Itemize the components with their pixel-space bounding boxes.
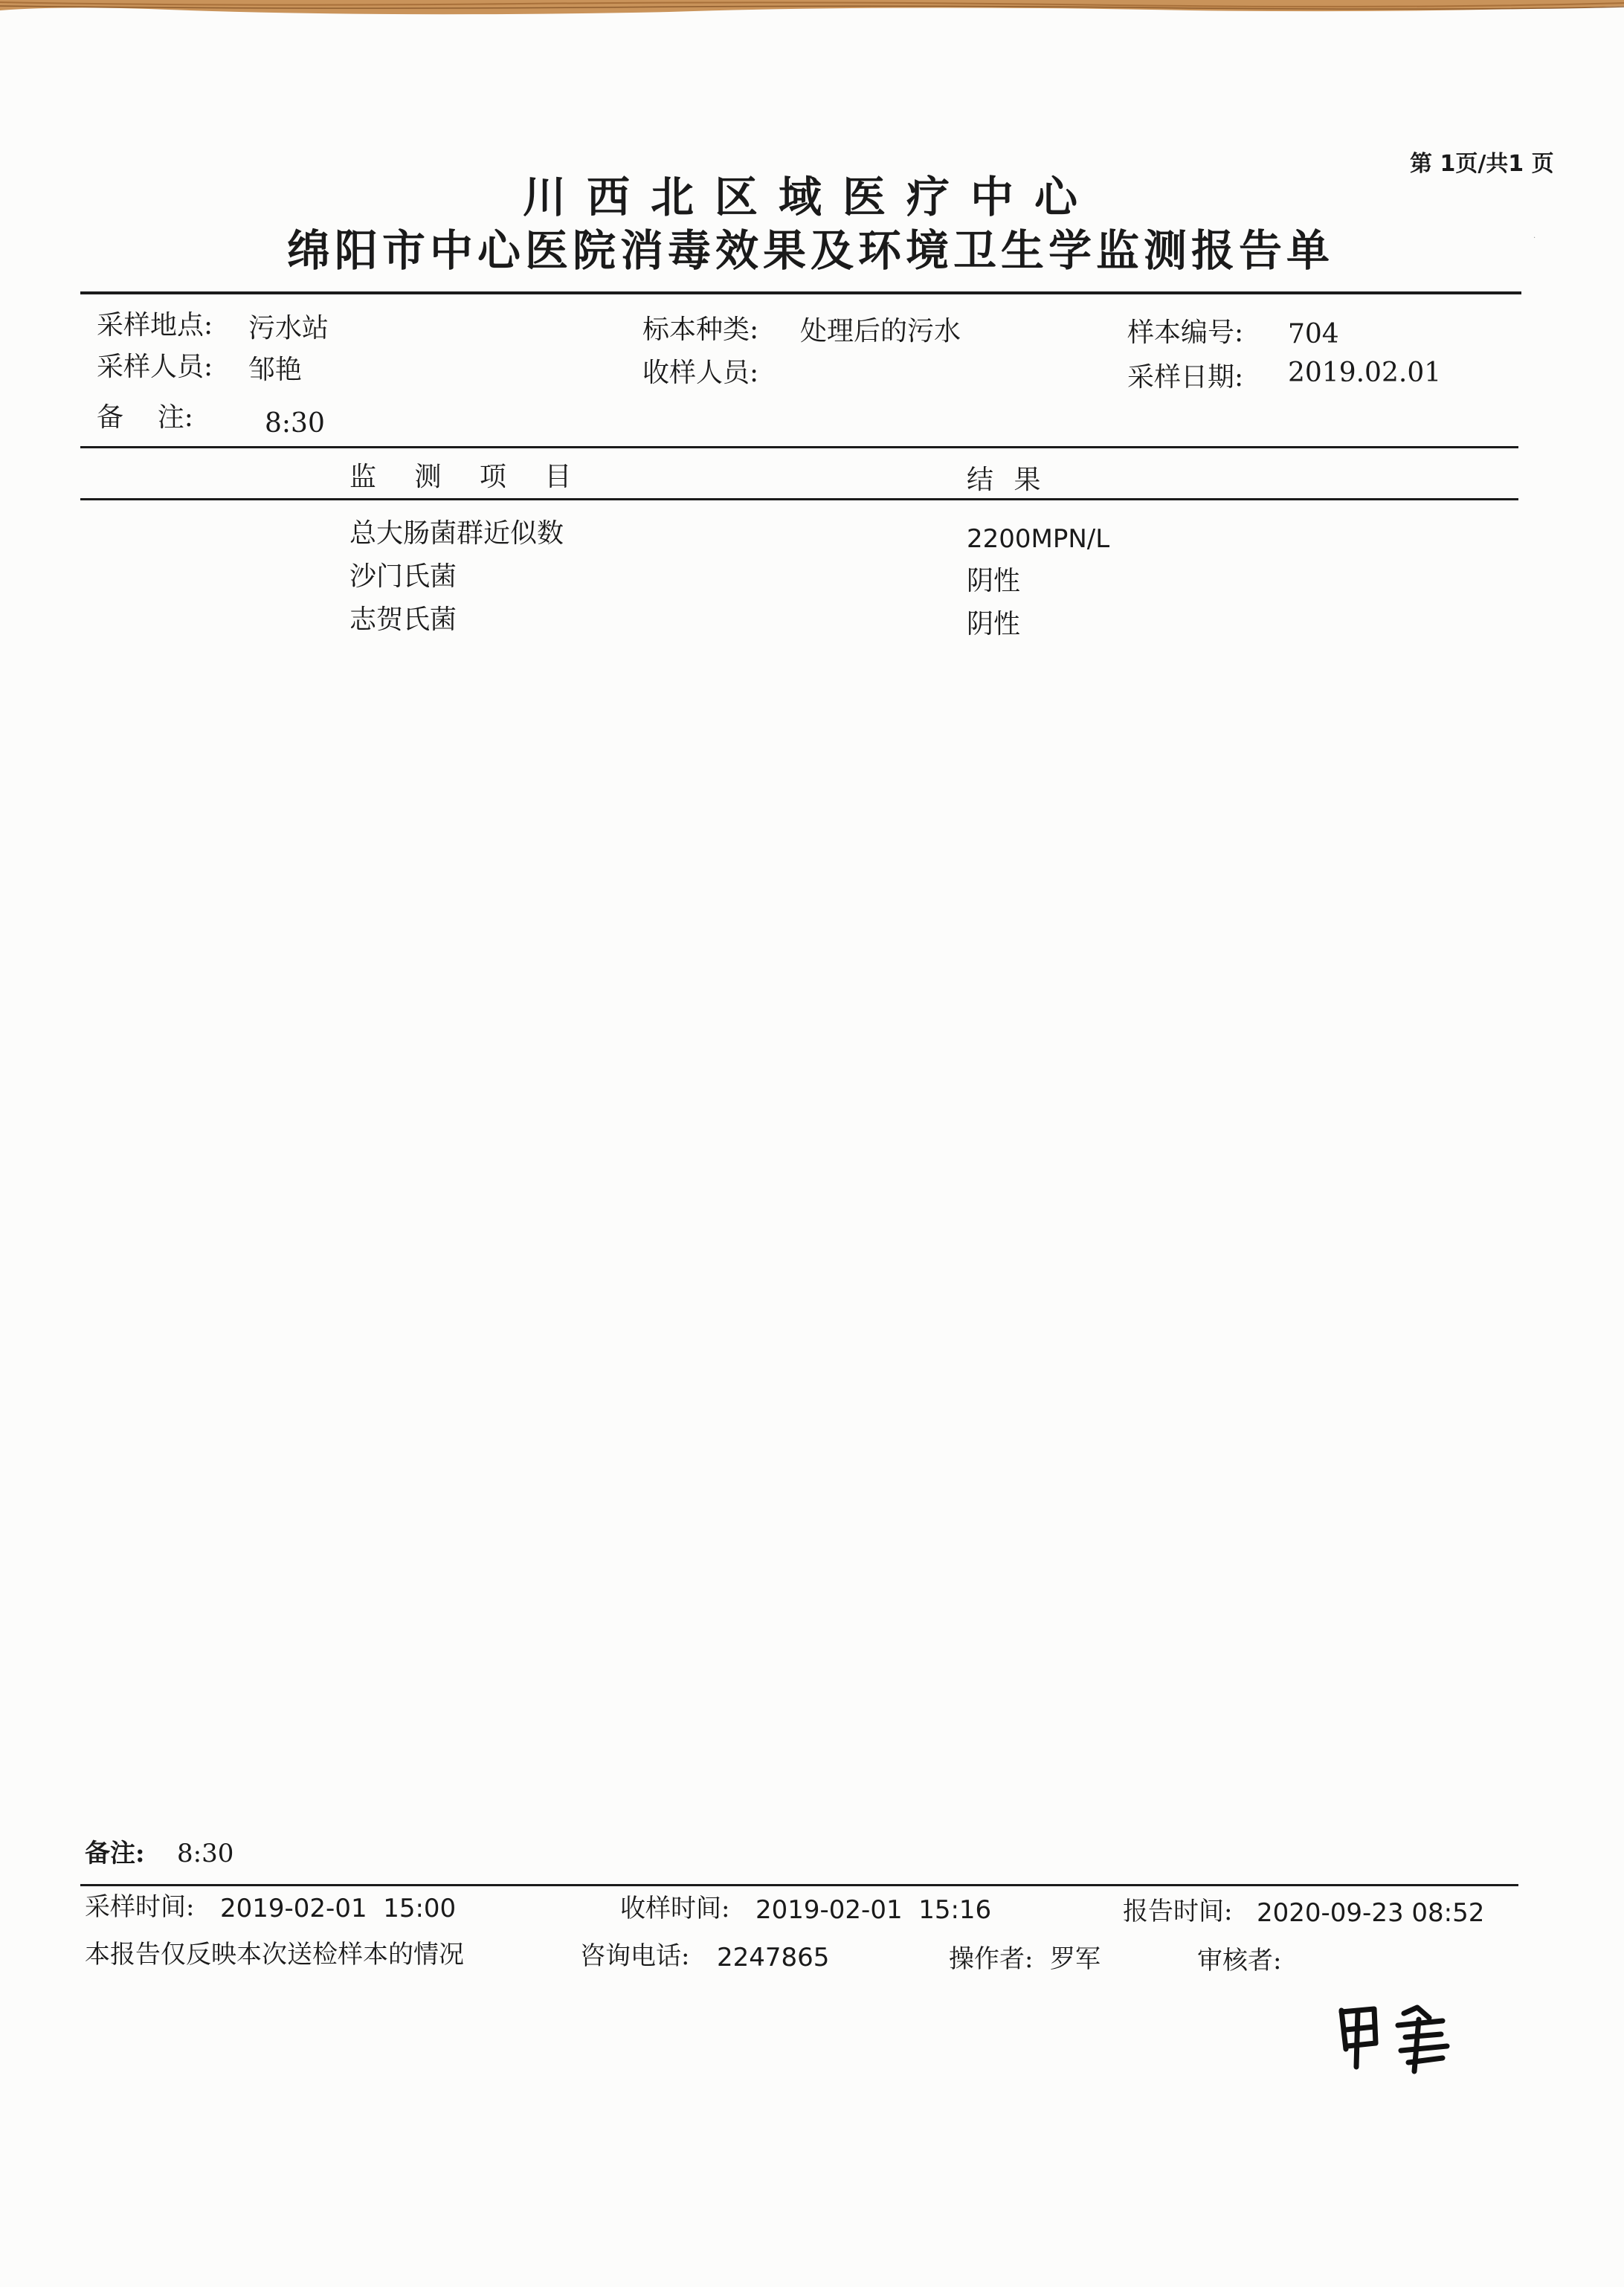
- reviewer-label: 审核者:: [1197, 1946, 1282, 1975]
- table-row-result: 阴性: [967, 609, 1021, 639]
- specimen-type-value: 处理后的污水: [800, 316, 961, 346]
- operator-value: 罗军: [1050, 1944, 1101, 1974]
- remark-value: 8:30: [265, 408, 325, 439]
- speck-mark: ·: [1533, 234, 1536, 242]
- header-divider: [80, 446, 1518, 448]
- page-number: 第 1页/共1 页: [1410, 151, 1554, 177]
- sampler-value: 邹艳: [248, 355, 303, 385]
- receive-time-label: 收样时间:: [620, 1894, 730, 1923]
- footer-remark-label: 备注:: [85, 1839, 145, 1868]
- table-row-item: 沙门氏菌: [349, 561, 457, 592]
- operator-label: 操作者:: [949, 1944, 1034, 1974]
- sampling-date-value: 2019.02.01: [1288, 358, 1442, 388]
- report-title: 绵阳市中心医院消毒效果及环境卫生学监测报告单: [286, 225, 1334, 276]
- specimen-type-label: 标本种类:: [642, 314, 759, 345]
- table-header-divider: [80, 498, 1518, 500]
- signature-image: [1331, 2000, 1465, 2082]
- footer-remark-value: 8:30: [177, 1839, 234, 1868]
- sampling-location-label: 采样地点:: [97, 310, 213, 341]
- report-time-value: 2020-09-23 08:52: [1257, 1898, 1485, 1928]
- sampling-date-label: 采样日期:: [1127, 362, 1244, 393]
- sample-number-label: 样本编号:: [1127, 317, 1244, 348]
- phone-label: 咨询电话:: [580, 1941, 690, 1971]
- title-divider: [80, 291, 1521, 294]
- table-row-item: 总大肠菌群近似数: [349, 518, 564, 549]
- remark-label: 备 注:: [97, 402, 193, 433]
- column-header-result: 结 果: [967, 465, 1047, 495]
- receive-time-value: 2019-02-01 15:16: [755, 1895, 992, 1925]
- table-row-result: 阴性: [967, 566, 1021, 596]
- report-disclaimer: 本报告仅反映本次送检样本的情况: [85, 1940, 464, 1970]
- receiver-label: 收样人员:: [642, 358, 759, 388]
- sampling-location-value: 污水站: [248, 313, 329, 343]
- footer-divider: [80, 1884, 1518, 1886]
- institution-title: 川西北区域医疗中心: [522, 172, 1098, 222]
- sampler-label: 采样人员:: [97, 352, 213, 382]
- sampling-time-label: 采样时间:: [85, 1892, 195, 1922]
- phone-value: 2247865: [717, 1943, 830, 1973]
- table-row-result: 2200MPN/L: [967, 524, 1110, 554]
- sample-number-value: 704: [1288, 319, 1339, 349]
- handwritten-signature: [1331, 2000, 1465, 2082]
- wood-background-strip: [0, 0, 1624, 30]
- table-row-item: 志贺氏菌: [349, 604, 457, 635]
- column-header-item: 监 测 项 目: [349, 462, 587, 492]
- wood-grain-image: [0, 0, 1624, 30]
- report-time-label: 报告时间:: [1123, 1897, 1233, 1926]
- sampling-time-value: 2019-02-01 15:00: [220, 1894, 457, 1923]
